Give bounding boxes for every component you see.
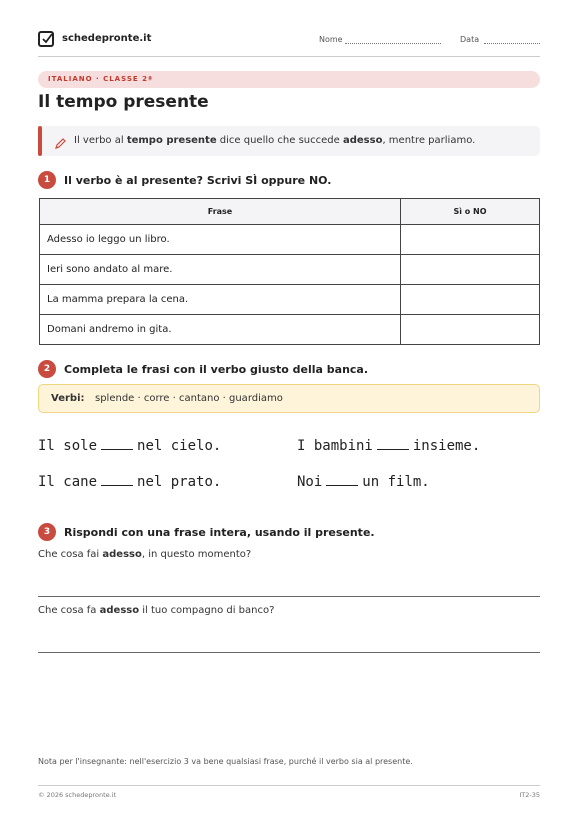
- worksheet-page: [38, 0, 540, 819]
- check-icon: [38, 31, 54, 47]
- blank-field[interactable]: [377, 439, 409, 450]
- table-row: [40, 285, 540, 315]
- subject-badge: [38, 71, 540, 88]
- section-title: Completa le frasi con il verbo giusto della banca.: [64, 363, 369, 376]
- date-field[interactable]: [484, 43, 540, 44]
- blank-field[interactable]: [326, 475, 358, 486]
- blank-field[interactable]: [101, 475, 133, 486]
- note-accent-bar: [38, 126, 42, 156]
- present-tense-table: [39, 198, 540, 345]
- answer-cell[interactable]: [401, 225, 540, 255]
- section-3-heading: [38, 523, 540, 541]
- table-row: [40, 315, 540, 345]
- info-note: [38, 126, 540, 156]
- fill-sentence: Il sole nel cielo.: [38, 438, 222, 454]
- answer-cell[interactable]: [401, 315, 540, 345]
- word-bank-label: Verbi:: [51, 393, 85, 404]
- footer-code: IT2-35: [519, 791, 540, 799]
- footer-copyright: © 2026 schedepronte.it: [38, 791, 117, 799]
- word-bank: [38, 384, 540, 413]
- sentence-cell: Adesso io leggo un libro.: [40, 225, 401, 255]
- answer-line-1[interactable]: [38, 596, 540, 597]
- date-label: Data: [460, 35, 480, 44]
- footer-divider: [38, 785, 540, 786]
- brand-name: schedepronte.it: [62, 33, 152, 44]
- name-label: Nome: [319, 35, 343, 44]
- header-divider: [38, 56, 540, 57]
- blank-field[interactable]: [101, 439, 133, 450]
- fill-sentence: I bambini insieme.: [297, 438, 481, 454]
- page-title: Il tempo presente: [38, 92, 209, 112]
- header: [38, 30, 540, 50]
- section-number: 2: [38, 360, 56, 378]
- note-text: Il verbo al tempo presente dice quello che succede adesso, mentre parliamo.: [74, 135, 476, 146]
- name-field[interactable]: [345, 43, 441, 44]
- section-1-heading: [38, 171, 540, 189]
- section-number: 3: [38, 523, 56, 541]
- column-header-si-no: Sì o NO: [401, 199, 540, 225]
- sentence-cell: La mamma prepara la cena.: [40, 285, 401, 315]
- table-header-row: [40, 199, 540, 225]
- sentence-cell: Domani andremo in gita.: [40, 315, 401, 345]
- fill-sentence: Noi un film.: [297, 474, 430, 490]
- pencil-icon: [54, 135, 66, 154]
- fill-sentence: Il cane nel prato.: [38, 474, 222, 490]
- section-title: Il verbo è al presente? Scrivi SÌ oppure NO.: [64, 174, 332, 187]
- table-row: [40, 255, 540, 285]
- subject-label: ITALIANO · CLASSE 2ª: [48, 75, 153, 83]
- answer-cell[interactable]: [401, 285, 540, 315]
- section-2-heading: [38, 360, 540, 378]
- question-2: Che cosa fa adesso il tuo compagno di banco?: [38, 605, 275, 616]
- word-bank-words: splende · corre · cantano · guardiamo: [95, 393, 283, 404]
- table-row: [40, 225, 540, 255]
- question-1: Che cosa fai adesso, in questo momento?: [38, 549, 252, 560]
- answer-cell[interactable]: [401, 255, 540, 285]
- answer-line-2[interactable]: [38, 652, 540, 653]
- column-header-frase: Frase: [40, 199, 401, 225]
- sentence-cell: Ieri sono andato al mare.: [40, 255, 401, 285]
- section-number: 1: [38, 171, 56, 189]
- teacher-note: Nota per l'insegnante: nell'esercizio 3 va bene qualsiasi frase, purché il verbo sia al presente.: [38, 757, 413, 766]
- section-title: Rispondi con una frase intera, usando il presente.: [64, 526, 375, 539]
